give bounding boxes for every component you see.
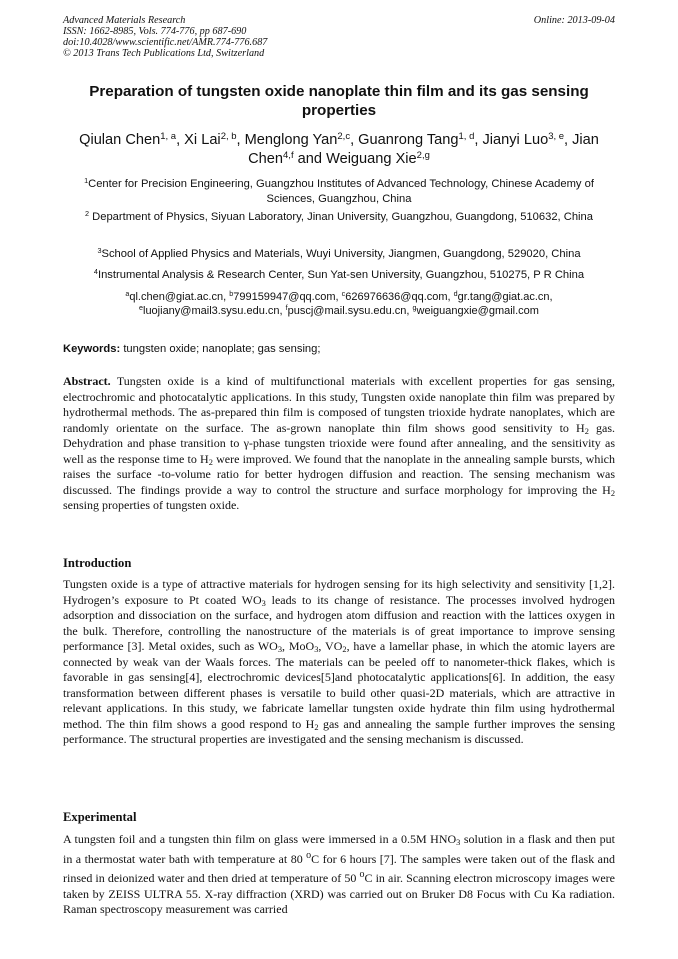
abstract-text: gas. Dehydration and phase transition to γ-phase tungsten trioxide were found after annealing, and the sensitivity as well as the response time to H [63, 420, 616, 466]
email-sup: b [229, 290, 234, 299]
subscript: 3 [456, 838, 461, 848]
affiliation-text: Instrumental Analysis & Research Center, Sun Yat-sen University, Guangzhou, 510275, P R China [97, 269, 585, 281]
author-affil-sup: 2,c [337, 130, 351, 142]
email-address: luojiany@mail3.sysu.edu.cn [143, 305, 280, 317]
experimental-heading: Experimental [63, 810, 137, 824]
subscript: 2 [584, 426, 589, 436]
subscript: 3 [261, 598, 266, 608]
exp-text: A tungsten foil and a tungsten thin film on glass were immersed in a 0.5M HNO [63, 832, 457, 846]
experimental-paragraph [63, 832, 615, 918]
affiliation-4 [63, 268, 615, 283]
affiliation-number: 1 [84, 176, 89, 185]
intro-text: leads to its change of resistance. The processes involved hydrogen adsorption and dissociation on the surface, and hydrogen atom diffusion and reaction with the lattices oxygen in the bulk. Therefore, controlling the nanostructure of the materials is of great importance to improve sensing performance [3]. Metal oxides, such as WO [63, 592, 615, 653]
author-affil-sup: 2,g [416, 149, 430, 161]
intro-text: , have a lamellar phase, in which the atomic layers are connected by weak van der Waals forces. The materials can be peeled off to nanometer-thick flakes, which is favorable in gas sensing[4], electrochromic devices[5]and photocatalytic applications[6]. In addition, the easy transformation between different phases is versatile to build other quasi-2D materials, which are attractive in relevant applications. In this study, we fabricate lamellar tungsten oxide hydrate thin film using hydrothermal method. The thin film shows a good respond to H [63, 639, 615, 731]
paper-title: Preparation of tungsten oxide nanoplate thin film and its gas sensing properties [89, 83, 589, 119]
subscript: 2 [208, 457, 213, 467]
subscript: 3 [277, 645, 283, 655]
author-name: Menglong Yan [244, 132, 338, 148]
degree-sup: o [359, 869, 365, 880]
issn-line: ISSN: 1662-8985, Vols. 774-776, pp 687-690 [63, 26, 247, 37]
author-name: Qiulan Chen [79, 132, 161, 148]
affiliation-number: 3 [97, 246, 102, 255]
affiliation-number: 4 [93, 267, 98, 276]
intro-text: gas and annealing the sample further improves the sensing performance. The structural properties are investigated and the sensing mechanism is discussed. [63, 716, 615, 746]
email-address: weiguangxie@gmail.com [416, 305, 539, 317]
abstract-label: Abstract. [63, 374, 111, 388]
intro-text: , VO [318, 639, 343, 653]
email-sup: e [139, 304, 143, 313]
email-address: gr.tang@giat.ac.cn [457, 291, 550, 303]
author-name: Xi Lai [184, 132, 221, 148]
degree-sup: o [306, 849, 312, 861]
email-list: $^a$ql.chen@giat.ac.cn, $^b$799159947@qq.com, $^c$626976636@qq.com, $^d$gr.tang@giat.ac.cn, $^e$luojiany@mail3.sysu.edu.cn, $^f$puscj@mail.sysu.edu.cn, $^g$weiguangxie@gmail.com [125, 290, 553, 317]
introduction-paragraph [63, 577, 615, 748]
subscript: 3 [314, 645, 319, 655]
subscript: 2 [342, 645, 347, 655]
keywords-label: Keywords: [63, 343, 121, 355]
journal-name: Advanced Materials Research [63, 15, 186, 26]
author-name: Weiguang Xie [326, 151, 417, 167]
email-address: puscj@mail.sysu.edu.cn [287, 305, 407, 317]
exp-text: C in air. Scanning electron microscopy images were taken by ZEISS ULTRA 55. X-ray diffraction (XRD) was carried out on Bruker D8 Focus with Cu Ka radiation. Raman spectroscopy measurement was carried [63, 871, 615, 916]
author-affil-sup: 3, e [548, 130, 565, 142]
author-affil-sup: 2, b [220, 130, 237, 142]
intro-text: , MoO [282, 639, 315, 653]
exp-text: C for 6 hours [7]. The samples were taken out of the flask and rinsed in deionized water and then dried at temperature of 50 [63, 851, 615, 885]
online-date: Online: 2013-09-04 [533, 15, 615, 26]
copyright-line: © 2013 Trans Tech Publications Ltd, Switzerland [63, 48, 265, 59]
email-address: 626976636@qq.com [345, 291, 448, 303]
affiliation-text: School of Applied Physics and Materials, Wuyi University, Jiangmen, Guangdong, 529020, China [101, 248, 581, 260]
email-address: ql.chen@giat.ac.cn [129, 291, 224, 303]
abstract-text: sensing properties of tungsten oxide. [63, 498, 240, 512]
abstract-paragraph [63, 374, 615, 514]
introduction-heading: Introduction [63, 556, 132, 570]
abstract-text: were improved. We found that the nanoplate in the annealing sample bursts, which raises the surface -to-volume ratio for better hydrogen diffusion and reaction. The sensing mechanism was discussed. The findings provide a way to control the structure and surface morphology for improving the H [63, 451, 615, 497]
email-sup: a [125, 290, 130, 299]
subscript: 2 [314, 722, 319, 732]
author-affil-sup: 4,f [283, 149, 294, 161]
author-name: Jian Chen [248, 132, 599, 167]
email-sup: f [285, 304, 288, 313]
author-and: and [297, 151, 322, 167]
author-list: Qiulan Chen$^{1, a}$, Xi Lai$^{2, b}$, Menglong Yan$^{2,c}$, Guanrong Tang$^{1, d}$, Jianyi Luo$^{3, e}$, Jian Chen$^{4,f}$ and Weiguang Xie$^{2,g}$ [79, 130, 599, 167]
author-name: Guanrong Tang [358, 132, 459, 148]
doi-line: doi:10.4028/www.scientific.net/AMR.774-776.687 [63, 37, 268, 48]
affiliation-3 [63, 247, 615, 262]
author-name: Jianyi Luo [482, 132, 549, 148]
affiliation-text: Department of Physics, Siyuan Laboratory, Jinan University, Guangzhou, Guangdong, 510632, China [92, 211, 593, 223]
journal-header [63, 15, 423, 59]
author-affil-sup: 1, a [160, 130, 177, 142]
email-sup: d [453, 290, 458, 299]
keywords-line [63, 342, 615, 356]
author-affil-sup: 1, d [458, 130, 475, 142]
affiliation-1 [63, 177, 615, 207]
intro-text: Tungsten oxide is a type of attractive materials for hydrogen sensing for its high selectivity and sensitivity [1,2]. Hydrogen’s exposure to Pt coated WO [63, 577, 615, 607]
affiliation-2 [63, 210, 615, 225]
email-address: 799159947@qq.com [233, 291, 336, 303]
exp-text: solution in a flask and then put in a thermostat water bath with temperature at 80 [63, 832, 615, 866]
keywords-text: tungsten oxide; nanoplate; gas sensing; [123, 343, 321, 355]
abstract-text: Tungsten oxide is a kind of multifunctional materials with excellent properties for gas sensing, electrochromic and photocatalytic applications. In this study, Tungsten oxide nanoplate thin film was prepared by hydrothermal methods. The as-prepared thin film is composed of tungsten trioxide hydrate nanoplates, which are randomly orientate on the surface. The as-grown nanoplate thin film shows good sensitivity to H [63, 374, 615, 435]
email-sup: c [341, 290, 346, 299]
email-sup: g [412, 304, 417, 313]
subscript: 2 [610, 488, 615, 498]
affiliation-number: 2 [85, 209, 90, 218]
affiliation-text: Center for Precision Engineering, Guangzhou Institutes of Advanced Technology, Chinese Academy of Sciences, Guangzhou, China [88, 178, 594, 205]
